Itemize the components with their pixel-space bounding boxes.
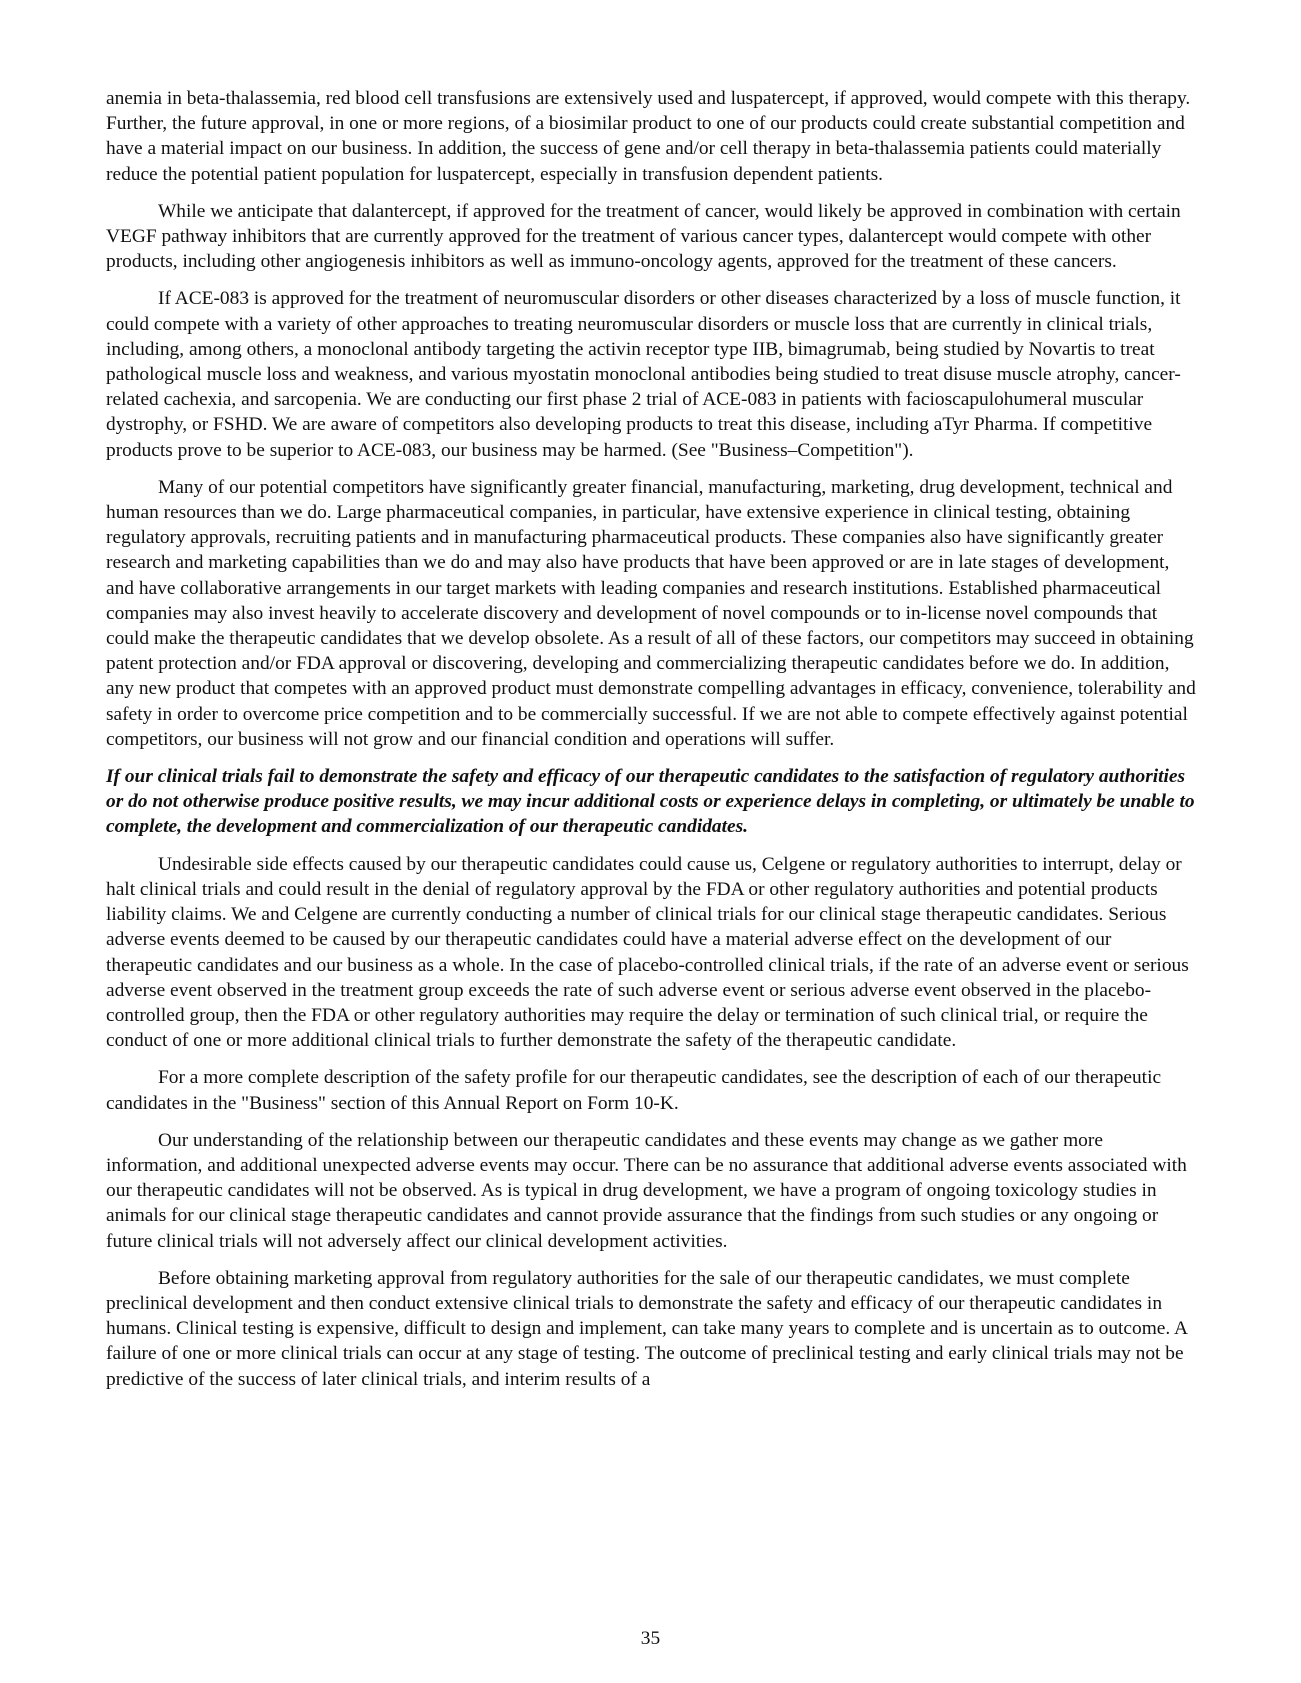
paragraph-marketing-approval: Before obtaining marketing approval from regulatory authorities for the sale of our therapeutic candidates, we must complete preclinical development and then conduct extensive clinical trials to demonstrate the safety and efficacy of our therapeutic candidates in humans. Clinical testing is expensive, difficult to design and implement, can take many years to complete and is uncertain as to outcome. A failure of one or more clinical trials can occur at any stage of testing. The outcome of preclinical testing and early clinical trials may not be predictive of the success of later clinical trials, and interim results of a <box>106 1267 1187 1390</box>
paragraph-dalantercept-competition: While we anticipate that dalantercept, if approved for the treatment of cancer, would likely be approved in combination with certain VEGF pathway inhibitors that are currently approved for the treatment of various cancer types, dalantercept would compete with other products, including other angiogenesis inhibitors as well as immuno-oncology agents, approved for the treatment of these cancers. <box>106 200 1181 273</box>
page-number: 35 <box>640 1628 661 1649</box>
paragraph-ace-083-competition: If ACE-083 is approved for the treatment of neuromuscular disorders or other diseases characterized by a loss of muscle function, it could compete with a variety of other approaches to treating neuromuscular disorders or muscle loss that are currently in clinical trials, including, among others, a monoclonal antibody targeting the activin receptor type IIB, bimagrumab, being studied by Novartis to treat pathological muscle loss and weakness, and various myostatin monoclonal antibodies being studied to treat disuse muscle atrophy, cancer-related cachexia, and sarcopenia. We are conducting our first phase 2 trial of ACE-083 in patients with facioscapulohumeral muscular dystrophy, or FSHD. We are aware of competitors also developing products to treat this disease, including aTyr Pharma. If competitive products prove to be superior to ACE-083, our business may be harmed. (See "Business–Competition"). <box>106 288 1181 461</box>
paragraph-side-effects: Undesirable side effects caused by our therapeutic candidates could cause us, Celgene or regulatory authorities to interrupt, delay or halt clinical trials and could result in the denial of regulatory approval by the FDA or other regulatory authorities and potential products liability claims. We and Celgene are currently conducting a number of clinical trials for our clinical stage therapeutic candidates. Serious adverse events deemed to be caused by our therapeutic candidates could have a material adverse effect on the development of our therapeutic candidates and our business as a whole. In the case of placebo-controlled clinical trials, if the rate of an adverse event or serious adverse event observed in the treatment group exceeds the rate of such adverse event or serious adverse event observed in the placebo-controlled group, then the FDA or other regulatory authorities may require the delay or termination of such clinical trial, or require the conduct of one or more additional clinical trials to further demonstrate the safety of the therapeutic candidate. <box>106 853 1189 1052</box>
paragraph-adverse-events: Our understanding of the relationship between our therapeutic candidates and these events may change as we gather more information, and additional unexpected adverse events may occur. There can be no assurance that additional adverse events associated with our therapeutic candidates will not be observed. As is typical in drug development, we have a program of ongoing toxicology studies in animals for our clinical stage therapeutic candidates and cannot provide assurance that the findings from such studies or any ongoing or future clinical trials will not adversely affect our clinical development activities. <box>106 1129 1187 1252</box>
paragraph-luspatercept-competition: anemia in beta-thalassemia, red blood cell transfusions are extensively used and luspatercept, if approved, would compete with this therapy. Further, the future approval, in one or more regions, of a biosimilar product to one of our products could create substantial competition and have a material impact on our business. In addition, the success of gene and/or cell therapy in beta-thalassemia patients could materially reduce the potential patient population for luspatercept, especially in transfusion dependent patients. <box>106 88 1191 185</box>
paragraph-competitor-resources: Many of our potential competitors have significantly greater financial, manufacturing, marketing, drug development, technical and human resources than we do. Large pharmaceutical companies, in particular, have extensive experience in clinical testing, obtaining regulatory approvals, recruiting patients and in manufacturing pharmaceutical products. These companies also have significantly greater research and marketing capabilities than we do and may also have products that have been approved or are in late stages of development, and have collaborative arrangements in our target markets with leading companies and research institutions. Established pharmaceutical companies may also invest heavily to accelerate discovery and development of novel compounds or to in-license novel compounds that could make the therapeutic candidates that we develop obsolete. As a result of all of these factors, our competitors may succeed in obtaining patent protection and/or FDA approval or discovering, developing and commercializing therapeutic candidates before we do. In addition, any new product that competes with an approved product must demonstrate compelling advantages in efficacy, convenience, tolerability and safety in order to overcome price competition and to be commercially successful. If we are not able to compete effectively against potential competitors, our business will not grow and our financial condition and operations will suffer. <box>106 476 1196 750</box>
document-page <box>106 86 1196 1404</box>
paragraph-safety-profile: For a more complete description of the safety profile for our therapeutic candidates, see the description of each of our therapeutic candidates in the "Business" section of this Annual Report on Form 10-K. <box>106 1067 1162 1114</box>
risk-factor-heading: If our clinical trials fail to demonstrate the safety and efficacy of our therapeutic candidates to the satisfaction of regulatory authorities or do not otherwise produce positive results, we may incur additional costs or experience delays in completing, or ultimately be unable to complete, the development and commercialization of our therapeutic candidates. <box>106 766 1195 838</box>
